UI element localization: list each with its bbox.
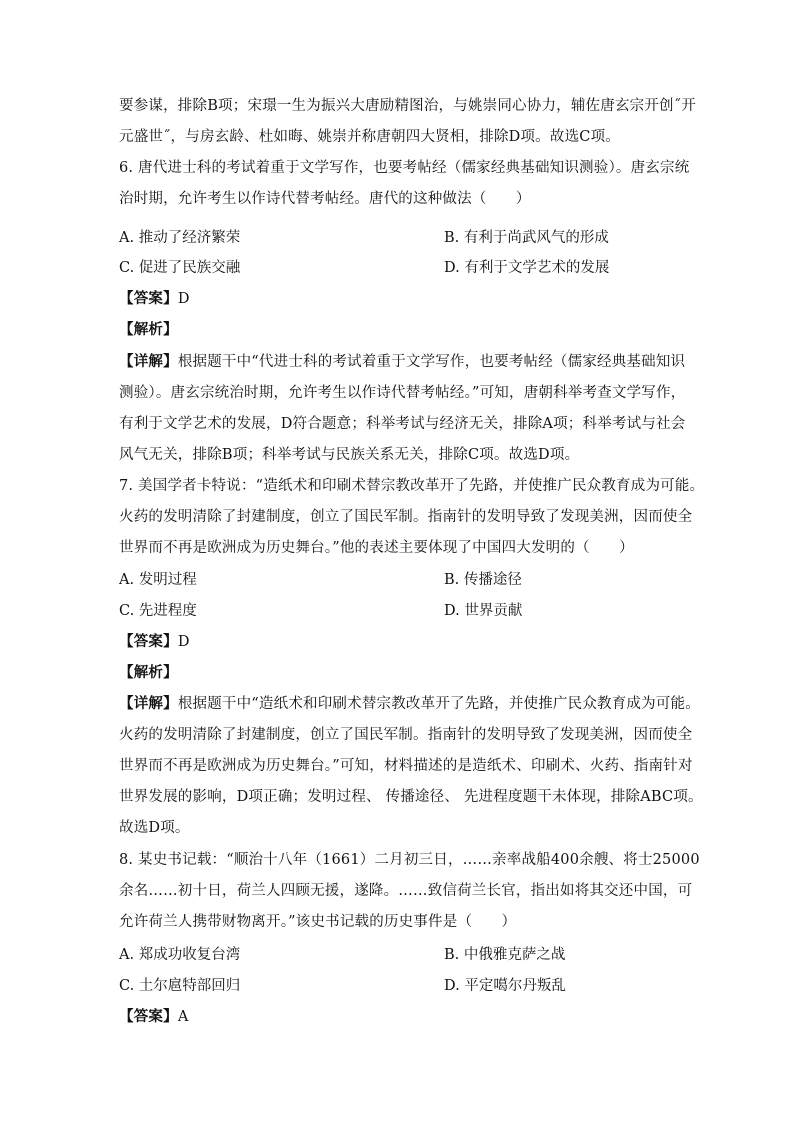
answer-label: 【答案】 — [119, 633, 178, 650]
answer-label: 【答案】 — [119, 290, 178, 307]
q6-detail-line-2: 测验）。唐玄宗统治时期，允许考生以作诗代替考帖经。”可知，唐朝科举考查文学写作， — [119, 385, 686, 401]
q8-stem-line-2: 余名……初十日，荷兰人四顾无援，遂降。……致信荷兰长官，指出如将其交还中国，可 — [119, 883, 693, 899]
q6-detail-line-1 — [119, 352, 685, 372]
answer-value: D — [177, 634, 190, 650]
q7-answer — [119, 632, 190, 652]
q7-option-b: B. 传播途径 — [444, 572, 522, 588]
continuation-line-1: 要参谋，排除B项；宋璟一生为振兴大唐励精图治，与姚崇同心协力，辅佐唐玄宗开创˝开 — [119, 98, 696, 114]
q7-detail-line-1 — [119, 694, 700, 714]
q6-analysis-label: 【解析】 — [119, 321, 178, 338]
q6-option-d: D. 有利于文学艺术的发展 — [444, 260, 610, 276]
detail-text: 根据题干中“代进士科的考试着重于文学写作，也要考帖经（儒家经典基础知识 — [177, 354, 686, 370]
detail-label: 【详解】 — [119, 353, 178, 370]
detail-label: 【详解】 — [119, 695, 178, 712]
q6-answer — [119, 289, 190, 309]
q6-stem-line-1: 6. 唐代进士科的考试着重于文学写作，也要考帖经（儒家经典基础知识测验）。唐玄宗统 — [119, 160, 690, 176]
q6-stem-line-2: 治时期，允许考生以作诗代替考帖经。唐代的这种做法（ ） — [119, 191, 531, 207]
q8-stem-line-1: 8. 某史书记载：“顺治十八年（1661）二月初三日，……亲率战船400余艘、将士25000 — [119, 852, 700, 868]
detail-text: 根据题干中“造纸术和印刷术替宗教改革开了先路，并使推广民众教育成为可能。 — [177, 696, 700, 712]
answer-value: A — [177, 1009, 189, 1025]
q6-detail-line-4: 风气无关，排除B项；科举考试与民族关系无关，排除C项。故选D项。 — [119, 447, 580, 463]
q7-detail-line-3: 世界而不再是欧洲成为历史舞台。”可知，材料描述的是造纸术、印刷术、火药、指南针对 — [119, 758, 693, 774]
q7-detail-line-2: 火药的发明清除了封建制度，创立了国民军制。指南针的发明导致了发现美洲，因而使全 — [119, 727, 693, 743]
q6-option-a: A. 推动了经济繁荣 — [119, 230, 241, 246]
q7-option-c: C. 先进程度 — [119, 603, 197, 619]
q7-detail-line-5: 故选D项。 — [119, 820, 190, 836]
q8-option-b: B. 中俄雅克萨之战 — [444, 947, 566, 963]
q7-stem-line-3: 世界而不再是欧洲成为历史舞台。”他的表述主要体现了中国四大发明的（ ） — [119, 540, 634, 556]
q6-option-b: B. 有利于尚武风气的形成 — [444, 230, 609, 246]
q8-option-c: C. 土尔扈特部回归 — [119, 978, 241, 994]
q7-stem-line-1: 7. 美国学者卡特说：“造纸术和印刷术替宗教改革开了先路，并使推广民众教育成为可能。 — [119, 478, 705, 494]
q8-option-d: D. 平定噶尔丹叛乱 — [444, 978, 566, 994]
continuation-line-2: 元盛世˝，与房玄龄、杜如晦、姚崇并称唐朝四大贤相，排除D项。故选C项。 — [119, 129, 620, 145]
answer-value: D — [177, 291, 190, 307]
q8-stem-line-3: 允许荷兰人携带财物离开。”该史书记载的历史事件是（ ） — [119, 914, 517, 930]
q7-option-a: A. 发明过程 — [119, 572, 197, 588]
q7-detail-line-4: 世界发展的影响，D项正确；发明过程、 传播途径、 先进程度题干未体现，排除ABC项。 — [119, 789, 703, 805]
q8-answer — [119, 1007, 188, 1027]
q6-option-c: C. 促进了民族交融 — [119, 260, 241, 276]
q6-detail-line-3: 有利于文学艺术的发展，D符合题意；科举考试与经济无关，排除A项；科举考试与社会 — [119, 416, 686, 432]
answer-label: 【答案】 — [119, 1008, 178, 1025]
q7-option-d: D. 世界贡献 — [444, 603, 523, 619]
q7-stem-line-2: 火药的发明清除了封建制度，创立了国民军制。指南针的发明导致了发现美洲，因而使全 — [119, 509, 693, 525]
q8-option-a: A. 郑成功收复台湾 — [119, 947, 241, 963]
q7-analysis-label: 【解析】 — [119, 664, 178, 681]
